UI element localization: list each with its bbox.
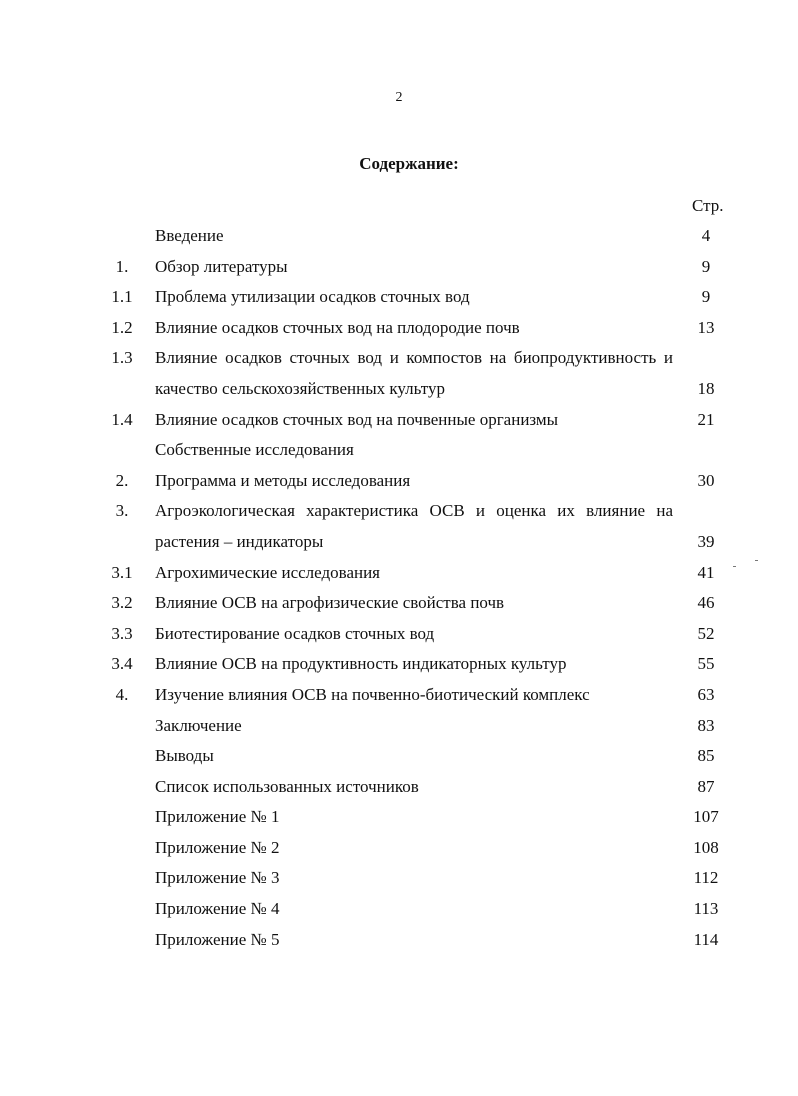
page-column-header: Стр.	[692, 196, 724, 215]
toc-entry-title: Агрохимические исследования	[155, 562, 381, 582]
toc-entry-page: 55	[697, 654, 715, 674]
toc-entry-3	[0, 496, 798, 557]
toc-entry-page: 9	[701, 256, 711, 276]
toc-entry-title: Биотестирование осадков сточных вод	[155, 623, 435, 643]
toc-entry-references	[0, 772, 798, 803]
toc-entry-title: Проблема утилизации осадков сточных вод	[155, 287, 470, 307]
toc-entry-page: 9	[701, 287, 711, 307]
toc-entry-page: 13	[697, 317, 715, 337]
toc-entry-4	[0, 680, 798, 711]
toc-entry-3-3	[0, 619, 798, 650]
toc-entry-3-4	[0, 649, 798, 680]
toc-entry-number: 1.2	[111, 317, 133, 337]
toc-entry-title: Собственные исследования	[155, 440, 354, 460]
toc-entry-title: Влияние ОСВ на агрофизические свойства почв	[155, 593, 505, 613]
toc-entry-page: 63	[697, 684, 715, 704]
table-of-contents	[0, 221, 798, 955]
toc-entry-1-2	[0, 313, 798, 344]
toc-entry-page: 85	[697, 746, 715, 766]
toc-entry-title: Заключение	[155, 715, 242, 735]
toc-entry-number: 3.2	[111, 593, 133, 613]
toc-entry-number: 3.	[115, 501, 129, 521]
toc-entry-introduction	[0, 221, 798, 252]
toc-entry-number: 3.1	[111, 562, 133, 582]
toc-entry-number: 1.1	[111, 287, 133, 307]
toc-entry-title: Агроэкологическая характеристика ОСВ и оценка их влияние на растения – индикаторы	[155, 501, 673, 551]
toc-entry-number: 3.3	[111, 623, 133, 643]
toc-entry-number: 2.	[115, 470, 129, 490]
toc-entry-page: 114	[693, 929, 719, 949]
toc-entry-page: 113	[693, 899, 719, 919]
toc-entry-3-1	[0, 558, 798, 589]
toc-entry-conclusion	[0, 711, 798, 742]
toc-entry-title: Влияние осадков сточных вод на плодородие почв	[155, 317, 520, 337]
toc-entry-title: Приложение № 2	[155, 837, 280, 857]
toc-entry-page: 30	[697, 470, 715, 490]
toc-entry-page: 108	[693, 837, 719, 857]
toc-entry-page: 83	[697, 715, 715, 735]
toc-entry-title: Приложение № 1	[155, 807, 280, 827]
toc-entry-appendix-2	[0, 833, 798, 864]
toc-entry-title: Влияние осадков сточных вод и компостов на биопродуктивность и качество сельскохозяйственных культур	[155, 348, 673, 398]
toc-entry-title: Список использованных источников	[155, 776, 419, 796]
toc-entry-number: 4.	[115, 684, 129, 704]
toc-entry-page: 52	[697, 623, 715, 643]
toc-entry-number: 3.4	[111, 654, 133, 674]
scan-speck	[755, 560, 758, 561]
toc-entry-title: Выводы	[155, 746, 214, 766]
toc-entry-own-research	[0, 435, 798, 466]
toc-entry-page: 4	[701, 226, 711, 245]
toc-entry-page: 46	[697, 593, 715, 613]
toc-entry-3-2	[0, 588, 798, 619]
toc-entry-title: Обзор литературы	[155, 256, 288, 276]
toc-entry-title: Приложение № 4	[155, 899, 280, 919]
toc-entry-page: 112	[693, 868, 719, 888]
toc-entry-page: 18	[697, 378, 715, 398]
toc-entry-page: 39	[697, 531, 715, 551]
page-number: 2	[395, 90, 403, 105]
toc-entry-appendix-5	[0, 925, 798, 956]
toc-entry-title: Программа и методы исследования	[155, 470, 411, 490]
toc-entry-number: 1.3	[111, 348, 133, 368]
toc-entry-title: Изучение влияния ОСВ на почвенно-биотический комплекс	[155, 684, 590, 704]
toc-entry-title: Приложение № 5	[155, 929, 280, 949]
toc-entry-appendix-4	[0, 894, 798, 925]
toc-entry-page: 107	[693, 807, 719, 827]
toc-entry-1-3	[0, 343, 798, 404]
toc-entry-number: 1.4	[111, 409, 133, 429]
toc-title: Содержание:	[359, 154, 459, 173]
toc-entry-1-1	[0, 282, 798, 313]
toc-entry-number: 1.	[115, 256, 129, 276]
toc-entry-title: Влияние ОСВ на продуктивность индикаторных культур	[155, 654, 567, 674]
toc-entry-1-4	[0, 405, 798, 436]
toc-entry-title: Приложение № 3	[155, 868, 280, 888]
toc-entry-page: 87	[697, 776, 715, 796]
toc-entry-findings	[0, 741, 798, 772]
toc-entry-title: Влияние осадков сточных вод на почвенные организмы	[155, 409, 559, 429]
toc-entry-2	[0, 466, 798, 497]
toc-entry-1	[0, 252, 798, 283]
toc-entry-page: 41	[697, 562, 715, 582]
toc-entry-title: Введение	[155, 226, 224, 245]
toc-entry-appendix-1	[0, 802, 798, 833]
toc-entry-appendix-3	[0, 863, 798, 894]
toc-entry-page: 21	[697, 409, 715, 429]
scan-speck	[733, 566, 736, 567]
